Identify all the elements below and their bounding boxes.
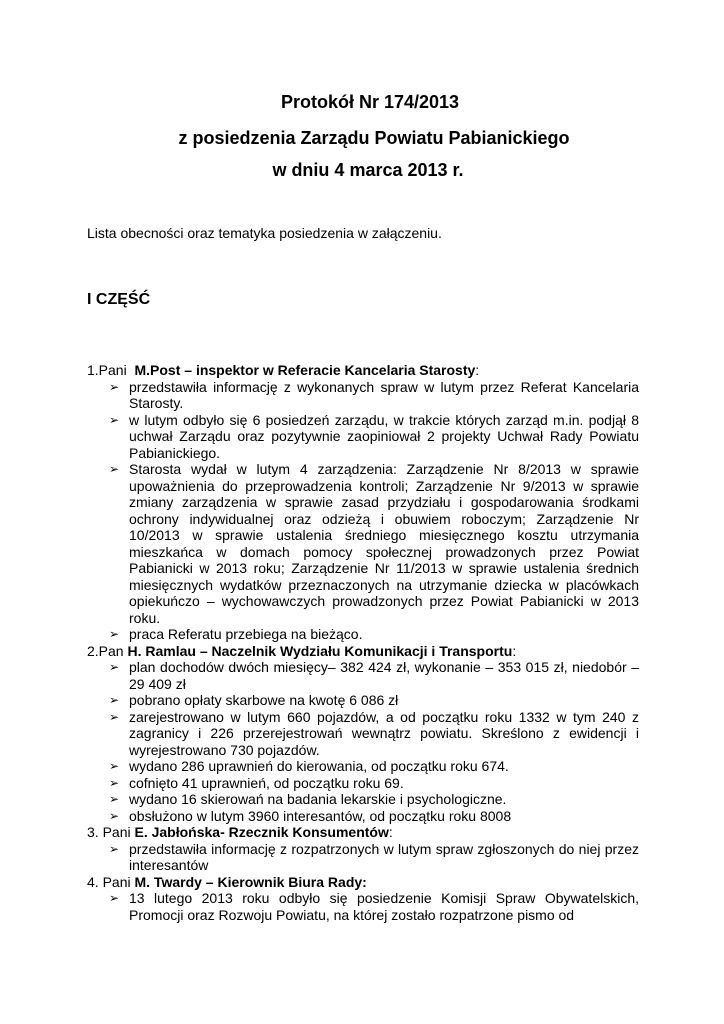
list-item bbox=[87, 626, 639, 643]
sections-list bbox=[87, 362, 639, 923]
list-item-text: wydano 16 skierowań na badania lekarskie i psychologiczne. bbox=[129, 791, 507, 807]
section-items bbox=[87, 890, 639, 923]
section-prefix: 2.Pan bbox=[87, 642, 128, 659]
section-items bbox=[87, 841, 639, 874]
section-prefix: 1.Pani bbox=[87, 362, 135, 378]
list-item bbox=[87, 412, 639, 462]
list-item-text: 13 lutego 2013 roku odbyło się posiedzenie Komisji Spraw Obywatelskich, Promocji oraz Rozwoju Powiatu, na której zostało rozpatrzone pismo od bbox=[129, 890, 639, 923]
arrow-bullet-icon: ➢ bbox=[109, 709, 120, 724]
arrow-bullet-icon: ➢ bbox=[109, 808, 120, 823]
list-item-text: w lutym odbyło się 6 posiedzeń zarządu, w trakcie których zarząd m.in. podjął 8 uchwał Zarządu oraz pozytywnie zaopiniował 2 projekty Uchwał Rady Powiatu Pabianickiego. bbox=[129, 411, 639, 461]
list-item-text: plan dochodów dwóch miesięcy– 382 424 zł, wykonanie – 353 015 zł, niedobór – 29 409 zł bbox=[129, 659, 639, 692]
list-item-text: obsłużono w lutym 3960 interesantów, od początku roku 8008 bbox=[129, 807, 512, 824]
section-heading bbox=[87, 643, 639, 660]
section-person: M. Twardy – Kierownik Biura Rady: bbox=[134, 873, 367, 890]
arrow-bullet-icon: ➢ bbox=[109, 792, 120, 806]
list-item bbox=[87, 461, 639, 626]
section-items bbox=[87, 379, 639, 643]
document-subtitle: z posiedzenia Zarządu Powiatu Pabianickiego bbox=[178, 128, 570, 148]
list-item bbox=[87, 659, 639, 692]
list-item bbox=[87, 841, 639, 874]
list-item bbox=[87, 890, 639, 923]
list-item-text: praca Referatu przebiega na bieżąco. bbox=[129, 626, 363, 642]
arrow-bullet-icon: ➢ bbox=[109, 759, 120, 773]
arrow-bullet-icon: ➢ bbox=[109, 693, 120, 707]
list-item bbox=[87, 758, 639, 775]
arrow-bullet-icon: ➢ bbox=[109, 379, 120, 394]
part-heading: I CZĘŚĆ bbox=[87, 291, 151, 308]
list-item bbox=[87, 775, 639, 792]
document-date: w dniu 4 marca 2013 r. bbox=[272, 160, 464, 180]
list-item bbox=[87, 709, 639, 759]
section-items bbox=[87, 659, 639, 824]
arrow-bullet-icon: ➢ bbox=[109, 627, 120, 641]
list-item bbox=[87, 791, 639, 808]
section-heading bbox=[87, 362, 639, 379]
document-title: Protokół Nr 174/2013 bbox=[280, 92, 460, 112]
list-item bbox=[87, 692, 639, 709]
list-item-text: cofnięto 41 uprawnień, od początku roku 69. bbox=[129, 774, 404, 791]
section-suffix: : bbox=[388, 824, 393, 840]
list-item-text: zarejestrowano w lutym 660 pojazdów, a od początku roku 1332 w tym 240 z zagranicy i 226 przerejestrowań wewnątrz powiatu. Skreślono z ewidencji i wyrejestrowano 730 pojazdów. bbox=[129, 708, 639, 758]
list-item bbox=[87, 379, 639, 412]
section-prefix: 3. Pani bbox=[87, 824, 135, 840]
section-person: M.Post – inspektor w Referacie Kancelaria Starosty bbox=[134, 362, 476, 378]
arrow-bullet-icon: ➢ bbox=[109, 841, 120, 856]
section-suffix: : bbox=[475, 362, 480, 378]
section-heading bbox=[87, 824, 639, 841]
arrow-bullet-icon: ➢ bbox=[109, 891, 120, 905]
list-item-text: przedstawiła informację z rozpatrzonych w lutym spraw zgłoszonych do niej przez interesantów bbox=[129, 840, 639, 873]
arrow-bullet-icon: ➢ bbox=[109, 412, 120, 427]
section-heading bbox=[87, 874, 639, 891]
arrow-bullet-icon: ➢ bbox=[109, 775, 120, 790]
section-suffix: : bbox=[512, 642, 517, 659]
list-item-text: pobrano opłaty skarbowe na kwotę 6 086 zł bbox=[129, 692, 399, 708]
list-item-text: wydano 286 uprawnień do kierowania, od początku roku 674. bbox=[129, 758, 509, 774]
section-prefix: 4. Pani bbox=[87, 873, 135, 890]
list-item-text: Starosta wydał w lutym 4 zarządzenia: Zarządzenie Nr 8/2013 w sprawie upoważnienia do przeprowadzenia kontroli; Zarządzenie Nr 9/2013 w sprawie zmiany zarządzenia w sprawie zasad przydziału i gospodarowania środkami ochrony indywidualnej oraz odzieżą i obuwiem roboczym; Zarządzenie Nr 10/2013 w sprawie ustalenia średniego miesięcznego kosztu utrzymania mieszkańca w domach pomocy społecznej prowadzonych przez Powiat Pabianicki w 2013 roku; Zarządzenie Nr 11/2013 w sprawie ustalenia średnich miesięcznych wydatków przeznaczonych na utrzymanie dziecka w placówkach opiekuńczo – wychowawczych prowadzonych przez Powiat Pabianicki w 2013 roku. bbox=[129, 461, 639, 626]
list-item bbox=[87, 808, 639, 825]
list-item-text: przedstawiła informację z wykonanych spraw w lutym przez Referat Kancelaria Starosty. bbox=[129, 378, 639, 411]
arrow-bullet-icon: ➢ bbox=[109, 660, 120, 674]
arrow-bullet-icon: ➢ bbox=[109, 462, 120, 476]
section-person: E. Jabłońska- Rzecznik Konsumentów bbox=[134, 824, 389, 840]
section-person: H. Ramlau – Naczelnik Wydziału Komunikacji i Transportu bbox=[127, 642, 513, 659]
intro-paragraph: Lista obecności oraz tematyka posiedzenia w załączeniu. bbox=[87, 225, 442, 241]
